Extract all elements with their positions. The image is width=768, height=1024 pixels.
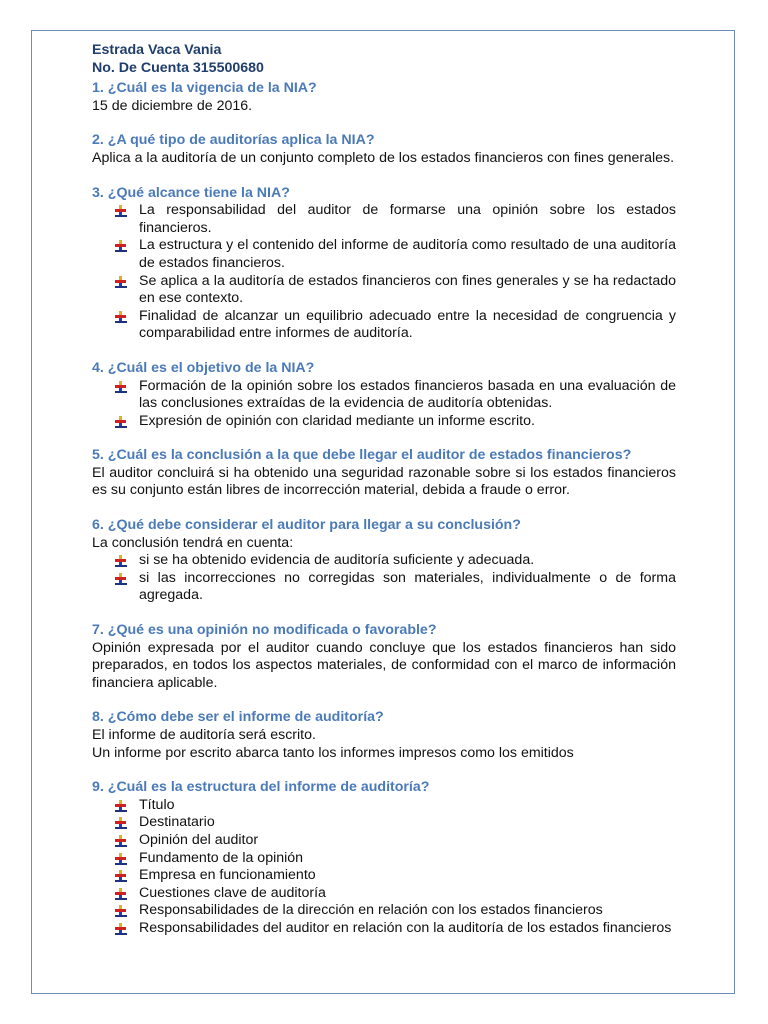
bullet-arrow-icon bbox=[114, 799, 128, 813]
question-heading: 2. ¿A qué tipo de auditorías aplica la NIA? bbox=[92, 132, 375, 149]
list-item bbox=[114, 867, 676, 885]
list-item bbox=[114, 920, 676, 938]
list-item bbox=[114, 273, 676, 308]
bullet-arrow-icon bbox=[114, 554, 128, 568]
question-heading: 3. ¿Qué alcance tiene la NIA? bbox=[92, 184, 290, 201]
list-item-text: si se ha obtenido evidencia de auditoría suficiente y adecuada. bbox=[139, 552, 535, 569]
answer-paragraph: Un informe por escrito abarca tanto los informes impresos como los emitidos bbox=[92, 744, 574, 761]
question-heading: 4. ¿Cuál es el objetivo de la NIA? bbox=[92, 359, 315, 376]
bullet-arrow-icon bbox=[114, 572, 128, 586]
question-heading: 7. ¿Qué es una opinión no modificada o favorable? bbox=[92, 622, 437, 639]
bullet-arrow-icon bbox=[114, 204, 128, 218]
bullet-arrow-icon bbox=[114, 887, 128, 901]
answer-bullet-list bbox=[92, 378, 676, 431]
list-item bbox=[114, 570, 676, 605]
bullet-arrow-icon bbox=[114, 415, 128, 429]
bullet-arrow-icon bbox=[114, 310, 128, 324]
list-item bbox=[114, 202, 676, 237]
account-number: No. De Cuenta 315500680 bbox=[92, 59, 264, 76]
bullet-arrow-icon bbox=[114, 869, 128, 883]
list-item-text: Finalidad de alcanzar un equilibrio adecuado entre la necesidad de congruencia y comparabilidad entre informes de auditoría. bbox=[139, 307, 676, 342]
list-item-text: Responsabilidades del auditor en relación con la auditoría de los estados financieros bbox=[139, 919, 672, 936]
list-item bbox=[114, 814, 676, 832]
list-item bbox=[114, 850, 676, 868]
bullet-arrow-icon bbox=[114, 816, 128, 830]
list-item-text: Empresa en funcionamiento bbox=[139, 867, 316, 884]
bullet-arrow-icon bbox=[114, 922, 128, 936]
list-item-text: La responsabilidad del auditor de formarse una opinión sobre los estados financieros. bbox=[139, 202, 676, 236]
bullet-arrow-icon bbox=[114, 852, 128, 866]
list-item-text: Se aplica a la auditoría de estados financieros con fines generales y se ha redactado en ese contexto. bbox=[139, 272, 676, 307]
list-item bbox=[114, 308, 676, 343]
bullet-arrow-icon bbox=[114, 239, 128, 253]
list-item-text: Formación de la opinión sobre los estados financieros basada en una evaluación de las conclusiones extraídas de la evidencia de auditoría obtenidas. bbox=[139, 377, 676, 412]
list-item-text: Expresión de opinión con claridad mediante un informe escrito. bbox=[139, 412, 535, 429]
answer-paragraph: Opinión expresada por el auditor cuando concluye que los estados financieros han sido preparados, en todos los aspectos materiales, de conformidad con el marco de información financiera aplicable. bbox=[92, 639, 676, 691]
questions-list bbox=[92, 80, 676, 937]
bullet-arrow-icon bbox=[114, 834, 128, 848]
answer-bullet-list bbox=[92, 202, 676, 343]
document-body bbox=[92, 42, 676, 938]
list-item bbox=[114, 797, 676, 815]
list-item-text: Opinión del auditor bbox=[139, 831, 259, 848]
question-heading: 9. ¿Cuál es la estructura del informe de auditoría? bbox=[92, 779, 430, 796]
answer-paragraph: 15 de diciembre de 2016. bbox=[92, 97, 253, 114]
bullet-arrow-icon bbox=[114, 380, 128, 394]
list-item bbox=[114, 902, 676, 920]
list-item bbox=[114, 237, 676, 272]
bullet-arrow-icon bbox=[114, 904, 128, 918]
list-item-text: Destinatario bbox=[139, 814, 215, 831]
answer-bullet-list bbox=[92, 797, 676, 938]
list-item bbox=[114, 885, 676, 903]
list-item bbox=[114, 832, 676, 850]
list-item-text: Responsabilidades de la dirección en relación con los estados financieros bbox=[139, 902, 603, 919]
answer-paragraph: El informe de auditoría será escrito. bbox=[92, 727, 316, 743]
list-item-text: Cuestiones clave de auditoría bbox=[139, 884, 326, 901]
list-item-text: si las incorrecciones no corregidas son materiales, individualmente o de forma agregada. bbox=[139, 569, 676, 604]
answer-paragraph: El auditor concluirá si ha obtenido una seguridad razonable sobre si los estados financieros es su conjunto están libres de incorrección material, debida a fraude o error. bbox=[92, 464, 676, 499]
list-item-text: Fundamento de la opinión bbox=[139, 849, 304, 866]
question-heading: 8. ¿Cómo debe ser el informe de auditoría? bbox=[92, 709, 384, 726]
list-item-text: Título bbox=[139, 796, 175, 813]
answer-paragraph: La conclusión tendrá en cuenta: bbox=[92, 534, 294, 551]
answer-bullet-list bbox=[92, 552, 676, 605]
list-item bbox=[114, 413, 676, 431]
list-item-text: La estructura y el contenido del informe de auditoría como resultado de una auditoría de estados financieros. bbox=[139, 237, 676, 271]
list-item bbox=[114, 552, 676, 570]
question-heading: 6. ¿Qué debe considerar el auditor para llegar a su conclusión? bbox=[92, 517, 521, 534]
answer-paragraph: Aplica a la auditoría de un conjunto completo de los estados financieros con fines generales. bbox=[92, 149, 675, 166]
question-heading: 5. ¿Cuál es la conclusión a la que debe llegar el auditor de estados financieros? bbox=[92, 447, 632, 464]
list-item bbox=[114, 378, 676, 413]
bullet-arrow-icon bbox=[114, 275, 128, 289]
question-heading: 1. ¿Cuál es la vigencia de la NIA? bbox=[92, 80, 317, 97]
author-name: Estrada Vaca Vania bbox=[92, 42, 222, 58]
